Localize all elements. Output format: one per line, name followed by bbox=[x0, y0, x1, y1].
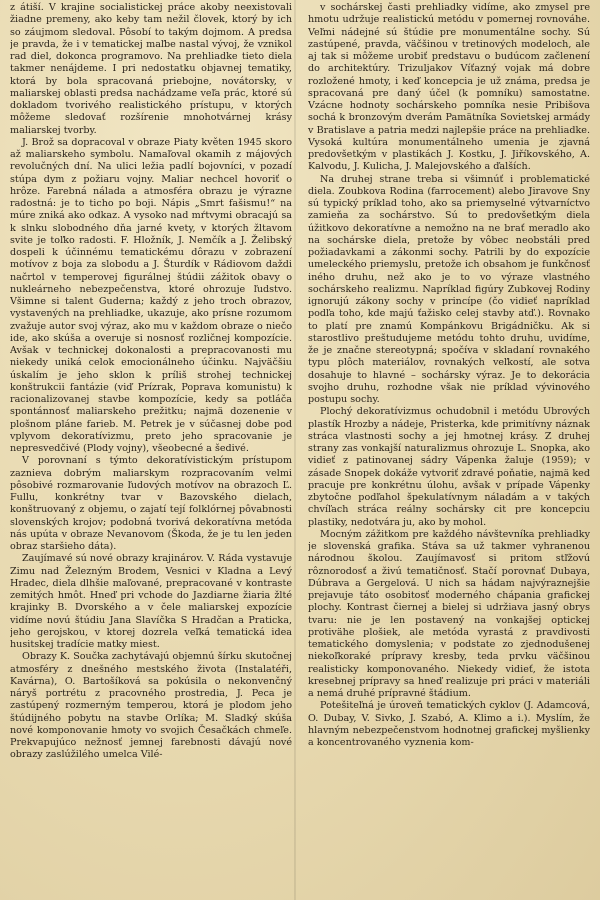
paragraph: Obrazy K. Součka zachytávajú objemnú šírku skutočnej atmosféry z dnešného mestského života (Instalatéři, Kavárna), O. Bartošíková sa pokúsila o nekonvenčný náryš portrétu z pracovného prostredia, J. Peca je zastúpený rozmerným temperou, ktorá je plodom jeho štúdijného pobytu na stavbe Orlíka; M. Sladký skúša nové komponovanie hmoty vo svojich Česačkách chmeľe. Prekvapujúco nežnosť jemnej farebnosti dávajú nové obrazy zaslúžilého umelca Vilé- bbox=[10, 651, 292, 761]
paragraph: Potešiteľná je úroveň tematických cyklov (J. Adamcová, O. Dubay, V. Sivko, J. Szabó, A. Klimo a i.). Myslím, že hlavným nebezpečenstvom hodnotnej grafickej myšlienky a koncentrovaného vyznenia kom- bbox=[308, 700, 590, 748]
column-fold bbox=[294, 0, 296, 900]
paragraph: Mocným zážitkom pre každého návštevníka prehliadky je slovenská grafika. Stáva sa už takmer vyhranenou národnou školou. Zaujímavosť si pritom stľžovú rôznorodosť a živú tematičnosť. Stačí porovnať Dubaya, Dúbrava a Gergelová. U nich sa hádam najvýraznejšie prejavuje táto osobitosť moderného chápania grafickej plochy. Kontrast čiernej a bielej si udržiava jasný obrys tvaru: nie je len postavený na vonkajšej optickej protivähe plošiek, ale metóda vyrastá z pravdivosti tematického domyslenia; v podstate zo zjednodušenej niekoľkoraké prípravy kresby, teda prvku väčšinou realisticky komponovaného. Niekedy vidieť, že istota kresebnej prípravy sa hneď realizuje pri práci v materiáli a nemá druhé prípravné štádium. bbox=[308, 528, 590, 699]
paragraph: Zaujímavé sú nové obrazy krajinárov. V. Ráda vystavuje Zimu nad Železným Brodem, Vesnici v Kladna a Levý Hradec, diela dlhšie maľované, prepracované v kontraste zemitých hmôt. Hneď pri vchode do Jazdiarne žiaria žlté krajinky B. Dvorského a v čele maliarskej expozície vidíme novú štúdiu Jana Slavíčka S Hradčan a Praticka, jeho gerojskou, v ktorej dozrela veľká tematická idea husitskej tradície matky miest. bbox=[10, 553, 292, 650]
paragraph: Na druhej strane treba si všimnúť i problematické diela. Zoubkova Rodina (farrocement) alebo Jiravove Sny sú typický príklad toho, ako sa priemyselné výtvarníctvo zamieňa za sochárstvo. Sú to predovšetkým diela úžitkovo dekoratívne a nemožno na ne brať meradlo ako na sochárske diela, pretože by vôbec neobstáli pred požiadavkami a zákonmi sochy. Patrili by do expozície umeleckého priemyslu, pretože ich obsahom je funkčnosť iného druhu, než ako je to vo výraze vlastného sochárskeho realizmu. Napríklad figúry Zubkovej Rodiny ignorujú zákony sochy v princípe (čo vidieť napríklad podľa toho, kde majú ťažisko celej stavby atď.). Rovnako to platí pre znamú Kompánkovu Brigádničku. Ak si starostlivo preštudujeme metódu tohto druhu, uvidíme, že je značne stereotypná; spočíva v skladaní rovnakého typu plôch materiálov, rovnakých veľkostí, ale sotva dosahuje to hlavné – sochársky výraz. Je to dekorácia svojho druhu, rozhodne však nie príklad vývinového postupu sochy. bbox=[308, 173, 590, 405]
paragraph: v sochárskej časti prehliadky vidíme, ako zmysel pre hmotu udržuje realistickú metódu v pomernej rovnováhe. Veľmi nádejné sú štúdie pre monumentálne sochy. Sú zastúpené, pravda, väčšinou v tretinových modeloch, ale aj tak si môžeme urobiť predstavu o budúcom začlenení do architektúry. Trizuljakov Víťazný vojak má dobre rozložené hmoty, i keď koncepcia je už známa, predsa je spracovaná pre daný účel (k pomníku) samostatne. Vzácne hodnoty sochárskeho pomníka nesie Pribišova sochá k bronzovým dverám Pamätníka Sovietskej armády v Bratislave a patria medzi najlepšie práce na prehliadke. Vysoká kultúra monumentálneho umenia je zjavná predovšetkým v plastikách J. Kostku, J. Jiříkovského, A. Kalvodu, J. Kulicha, J. Malejovského a ďalších. bbox=[308, 2, 590, 173]
paragraph: J. Brož sa dopracoval v obraze Piaty květen 1945 skoro až maliarskeho symbolu. Namaľoval okamih z májových revolučných dní. Na ulici ležia padlí bojovníci, v pozadí stúpa dym z požiaru vojny. Maliar nechcel hovoriť o hrôze. Farebná nálada a atmosféra obrazu je výrazne radostná: je to ticho po boji. Nápis „Smrt fašismu!“ na múre zniká ako odkaz. A vysoko nad mŕtvymi obracajú sa k slnku slobodného dňa jarné kvety, v ktorých žltavom svite je toľko radosti. F. Hložník, J. Nemčík a J. Želibský dospeli k účinnému tematickému dôrazu v zobrazení motívov z boja za slobodu a J. Šturdík v Rádiovom daždi načrtol v temperovej figurálnej štúdii zážitok obavy o nukleárneho nebezpečenstva, ktoré ohrozuje ľudstvo. Všimne si talent Guderna; každý z jeho troch obrazov, vystavených na prehliadke, ukazuje, ako prísne rozumom zvažuje autor svoj výraz, ako mu v každom obraze o niečo ide, ako skúša a overuje si nosnosť rozličnej kompozície. Avšak v technickej dokonalosti a prepracovanosti mu niekedy uniká celok emocionálneho účinku. Najväčšiu úskalím je jeho sklon k príliš strohej technickej konštrukcii fantázie (viď Prízrak, Poprava komunistu) k racionalizovanej stavbe kompozície, kedy sa potláča spontánnosť maliarskeho prežitku; najmä dozenenie v plošnom pláne farieb. M. Petrek je v súčasnej dobe pod vplyvom dekoratívizmu, preto jeho spracovanie je nepresvedčivé (Plody vojny), všeobecné a šedivé. bbox=[10, 136, 292, 454]
article-column-left bbox=[10, 2, 292, 900]
article-column-right bbox=[308, 2, 590, 900]
paragraph: Plochý dekoratívizmus ochudobnil i metódu Ubrových plastík Hrozby a nádeje, Pristerka, kde primitívny náznak stráca vlastnosti sochy a jej hmotnej krásy. Z druhej strany zas vonkajší naturalizmus ohrozuje L. Snopka, ako vidieť z patinovanej sádry Vápenka žaluje (1959); v zásade Snopek dokáže vytvoriť zdravé poňatie, najmä keď pracuje pre konkrétnu úlohu, avšak v prípade Vápenky zbytočne podľahol špekulatívnym náladám a v takých chvíľach stráca reálny sochársky cit pre koncepciu plastiky, nedotvára ju, ako by mohol. bbox=[308, 406, 590, 528]
paragraph: V porovnaní s týmto dekoratívistickým prístupom zaznieva dobrým maliarskym rozpracovaním velmi pôsobivé rozmarovanie ľudových motívov na obrazoch Ľ. Fullu, konkrétny tvar v Bazovského dielach, konštruovaný z objemu, o zajatí tejí folklórnej pôvabnosti slovenských krojov; podobná tvorivá dekoratívna metóda nás upúta v obraze Nevanovom (Škoda, že je tu len jeden obraz staršieho dáta). bbox=[10, 455, 292, 552]
paragraph: z átiší. V krajine socialistickej práce akoby neexistovali žiadne premeny, ako keby tam nežil človek, ktorý by ich so záujmom sledoval. Pôsobí to takým dojmom. A predsa je pravda, že i v tematickej maľbe nastal vývoj, že vznikol rad diel, dokonca programovo. Na prehliadke tieto diela takmer nenájdeme. I pri nedostatku objavnej tematiky, ktorá by bola spracovaná priebojne, novátorsky, v maliarskej oblasti predsa nachádzame veľa prác, ktoré sú dokladom tvorivého realistického prístupu, v ktorých môžeme sledovať rozšírenie mnohotvárnej krásy maliarskej tvorby. bbox=[10, 2, 292, 136]
